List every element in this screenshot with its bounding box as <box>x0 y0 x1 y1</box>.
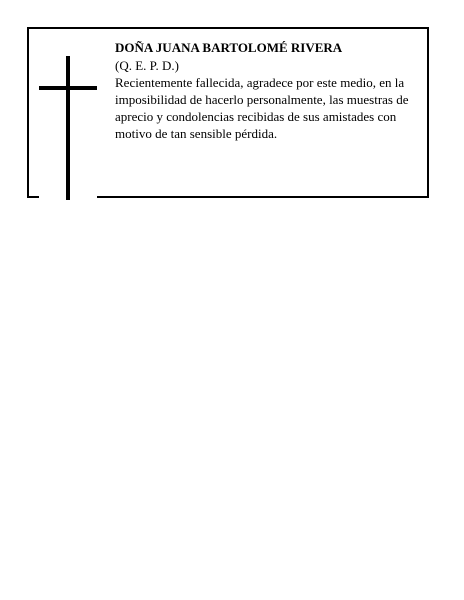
notice-message: Recientemente fallecida, agradece por este medio, en la imposibilidad de hacerlo personalmente, las muestras de aprecio y condolencias recibidas de sus amistades con motivo de tan sensible pérdida. <box>115 75 409 141</box>
cross-horizontal-bar <box>39 86 97 90</box>
deceased-name: DOÑA JUANA BARTOLOMÉ RIVERA <box>115 40 343 55</box>
obituary-notice <box>27 27 429 198</box>
cross-vertical-bar <box>66 56 70 200</box>
notice-text <box>115 39 423 142</box>
qepd-line: (Q. E. P. D.) <box>115 58 179 73</box>
